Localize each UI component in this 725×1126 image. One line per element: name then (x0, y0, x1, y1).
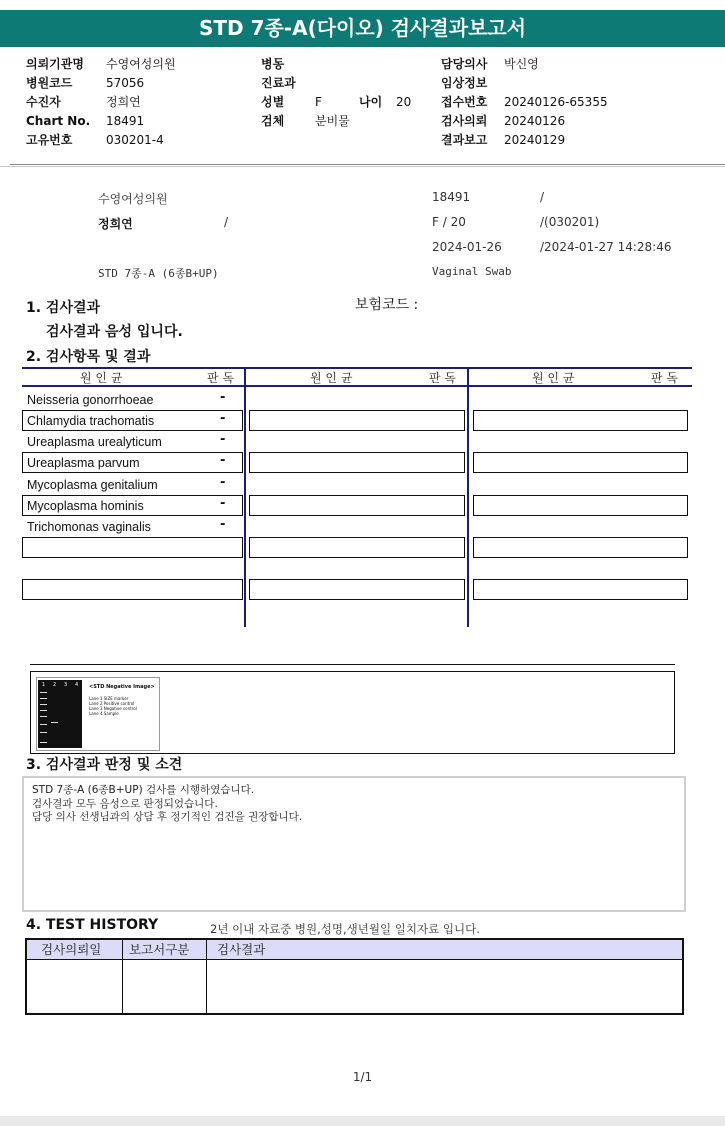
section-2-title: 2. 검사항목 및 결과 (26, 349, 151, 365)
col-header-result: 판 독 (651, 371, 678, 385)
results-grid-divider (467, 367, 469, 627)
history-note: 2년 이내 자료중 병원,성명,생년월일 일치자료 입니다. (210, 922, 480, 936)
gel-band (40, 692, 47, 693)
organism-name: Mycoplasma genitalium (27, 478, 158, 492)
header-value: 20240126 (504, 114, 566, 128)
col-header-organism: 원 인 균 (532, 371, 575, 385)
info-chart-sep: / (540, 190, 545, 204)
gel-lane-label: Lane 3 Negative control (89, 706, 137, 711)
header-label: 수진자 (26, 95, 61, 109)
section-1-result: 검사결과 음성 입니다. (46, 324, 183, 340)
col-header-result: 판 독 (207, 371, 234, 385)
result-row-box (249, 495, 465, 516)
header-label: 담당의사 (441, 57, 488, 71)
page-number: 1/1 (352, 1070, 373, 1084)
age-value: 20 (396, 95, 412, 109)
col-header-organism: 원 인 균 (310, 371, 353, 385)
age-label: 나이 (359, 95, 383, 109)
header-label: 의뢰기관명 (26, 57, 84, 71)
history-col-divider (206, 940, 207, 1013)
col-header-organism: 원 인 균 (80, 371, 123, 385)
info-reported: /2024-01-27 14:28:46 (540, 240, 672, 254)
report-title: STD 7종-A(다이오) 검사결과보고서 (0, 10, 725, 47)
header-label: 결과보고 (441, 133, 488, 147)
history-col-result: 검사결과 (217, 942, 266, 957)
header-divider-2 (0, 166, 725, 167)
info-specimen: Vaginal Swab (432, 265, 512, 278)
result-row-box (473, 579, 688, 600)
organism-result: - (220, 411, 226, 426)
lane-number: 1 (42, 682, 46, 688)
image-divider (30, 664, 675, 665)
result-row-box (473, 452, 688, 473)
results-grid-top-border (22, 367, 692, 369)
lane-number: 4 (75, 682, 79, 688)
opinion-line: STD 7종-A (6종B+UP) 검사를 시행하였습니다. (32, 784, 255, 796)
organism-result: - (220, 453, 226, 468)
header-value: 20240126-65355 (504, 95, 608, 109)
header-value: 정희연 (106, 95, 141, 109)
result-row-box (473, 537, 688, 558)
specimen-label: 검체 (261, 114, 285, 128)
gel-image (36, 677, 160, 751)
info-sex-age: F / 20 (432, 215, 466, 229)
organism-name: Chlamydia trachomatis (27, 414, 155, 428)
header-divider (10, 164, 725, 165)
gel-band (51, 722, 58, 723)
opinion-box (22, 776, 686, 912)
result-row-box (249, 537, 465, 558)
gel-band (40, 742, 47, 743)
result-row-box (473, 410, 688, 431)
gel-lane-label: Lane 4 Sample (89, 711, 119, 716)
header-col-3 (441, 55, 701, 150)
info-chart: 18491 (432, 190, 471, 204)
gel-title: <STD Negative Image> (89, 684, 155, 690)
gel-lane-label: Lane 1 SIZE marker (89, 696, 129, 701)
organism-name: Mycoplasma hominis (27, 499, 144, 513)
info-hospital: 수영여성의원 (98, 192, 168, 206)
info-received: 2024-01-26 (432, 240, 502, 254)
info-patient: 정희연 (98, 217, 133, 231)
organism-name: Neisseria gonorrhoeae (27, 393, 154, 407)
organism-result: - (220, 390, 226, 405)
section-4-title: 4. TEST HISTORY (26, 917, 159, 933)
section-1-title: 1. 검사결과 (26, 300, 101, 316)
section-3-title: 3. 검사결과 판정 및 소견 (26, 757, 183, 773)
gel-lane-label: Lane 2 Positive control (89, 701, 135, 706)
gel-band (40, 724, 47, 725)
header-value: 57056 (106, 76, 145, 90)
header-col-2 (261, 55, 431, 131)
results-grid-divider (244, 367, 246, 627)
opinion-line: 담당 의사 선생님과의 상담 후 정기적인 검진을 권장합니다. (32, 811, 303, 823)
sex-label: 성별 (261, 95, 285, 109)
gel-band (40, 710, 47, 711)
history-col-report-type: 보고서구분 (129, 942, 190, 957)
header-label: Chart No. (26, 114, 91, 128)
gel-electrophoresis (38, 680, 82, 748)
gel-band (40, 704, 47, 705)
result-row-box (249, 410, 465, 431)
history-table-header (27, 940, 682, 960)
organism-result: - (220, 517, 226, 532)
dept-label: 진료과 (261, 76, 296, 90)
lane-number: 3 (64, 682, 68, 688)
col-header-result: 판 독 (429, 371, 456, 385)
info-id: /(030201) (540, 215, 600, 229)
header-value: 18491 (106, 114, 145, 128)
header-label: 고유번호 (26, 133, 73, 147)
organism-result: - (220, 496, 226, 511)
info-patient-sep: / (224, 215, 229, 229)
lane-number: 2 (53, 682, 57, 688)
organism-name: Trichomonas vaginalis (27, 520, 151, 534)
history-col-divider (122, 940, 123, 1013)
organism-result: - (220, 475, 226, 490)
organism-name: Ureaplasma urealyticum (27, 435, 162, 449)
gel-band (40, 716, 47, 717)
sex-value: F (315, 95, 322, 109)
history-col-request-date: 검사의뢰일 (41, 942, 102, 957)
organism-result: - (220, 432, 226, 447)
insurance-code-label: 보험코드 : (355, 297, 419, 313)
opinion-line: 검사결과 모두 음성으로 판정되었습니다. (32, 797, 218, 810)
header-value: 수영여성의원 (106, 57, 176, 71)
result-row-box (22, 579, 243, 600)
header-label: 접수번호 (441, 95, 488, 109)
organism-name: Ureaplasma parvum (27, 456, 140, 470)
header-value: 030201-4 (106, 133, 164, 147)
header-label: 검사의뢰 (441, 114, 488, 128)
history-table (25, 938, 684, 1015)
header-label: 병원코드 (26, 76, 73, 90)
info-test: STD 7종-A (6종B+UP) (98, 267, 219, 280)
results-grid-header-border (22, 385, 692, 387)
header-label: 임상정보 (441, 76, 488, 90)
header-col-1 (26, 55, 246, 150)
specimen-value: 분비물 (315, 114, 350, 128)
header-value: 박신영 (504, 57, 539, 71)
result-row-box (22, 537, 243, 558)
header-value: 20240129 (504, 133, 566, 147)
gel-band (40, 732, 47, 733)
result-row-box (249, 579, 465, 600)
ward-label: 병동 (261, 57, 285, 71)
result-row-box (249, 452, 465, 473)
result-row-box (473, 495, 688, 516)
gel-band (40, 698, 47, 699)
